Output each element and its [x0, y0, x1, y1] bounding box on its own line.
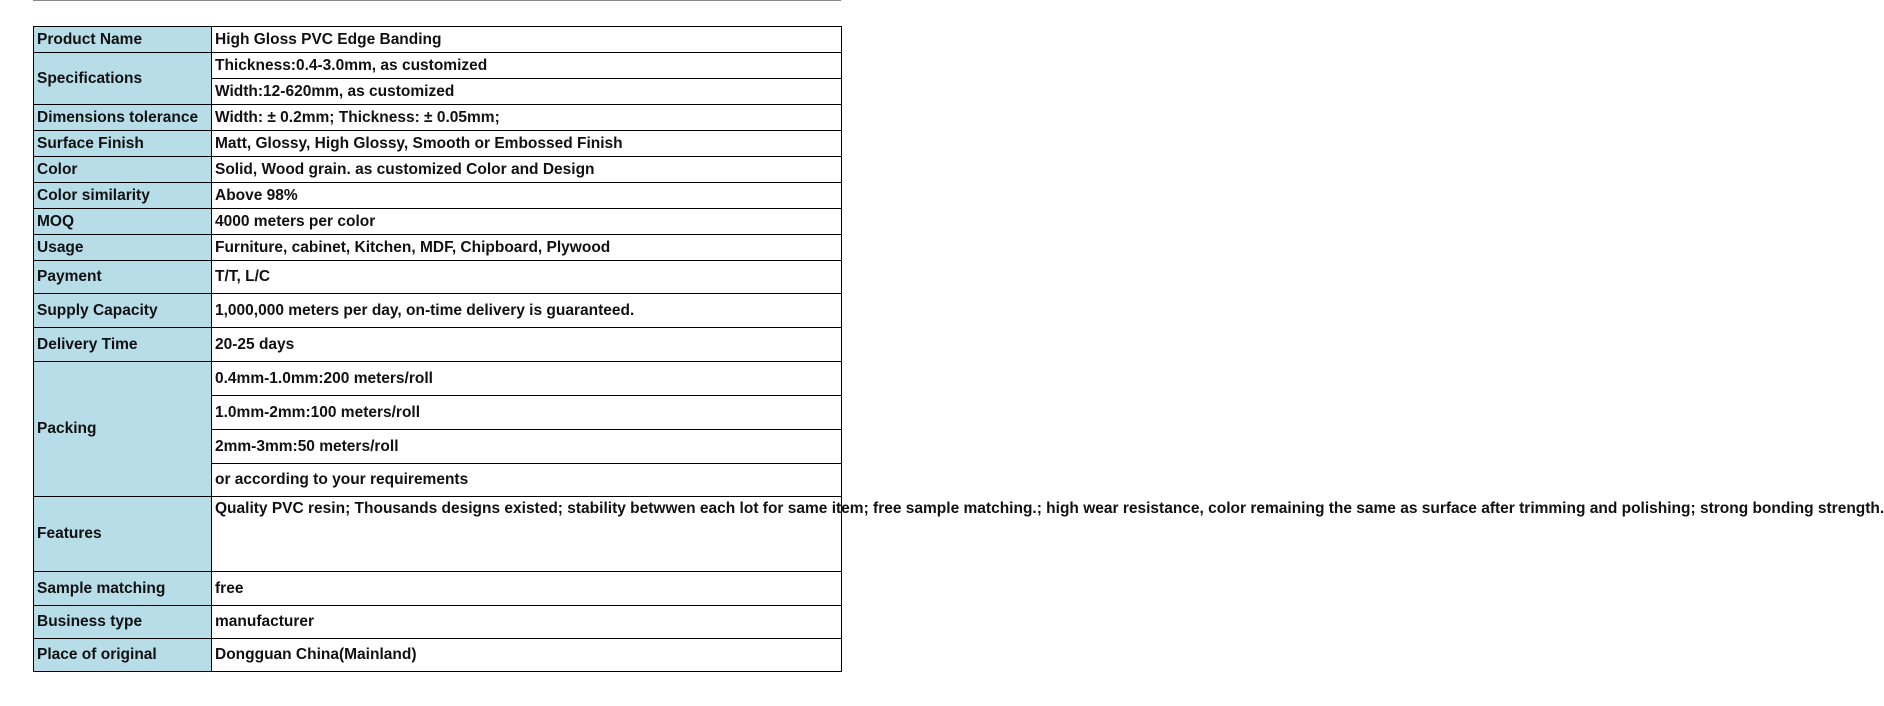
row-value-moq: 4000 meters per color [212, 209, 842, 235]
table-row [34, 362, 842, 396]
table-row [34, 328, 842, 362]
spec-table [33, 26, 1884, 672]
row-value-width: Width:12-620mm, as customized [212, 79, 842, 105]
top-rule [33, 0, 841, 1]
table-row [34, 294, 842, 328]
table-row [34, 572, 842, 606]
row-value-place-of-original: Dongguan China(Mainland) [212, 639, 842, 672]
row-label-product-name: Product Name [34, 27, 212, 53]
row-value-sample-matching: free [212, 572, 842, 606]
table-row [34, 209, 842, 235]
row-label-business-type: Business type [34, 606, 212, 639]
row-value-packing-3: 2mm-3mm:50 meters/roll [212, 430, 842, 464]
row-value-usage: Furniture, cabinet, Kitchen, MDF, Chipboard, Plywood [212, 235, 842, 261]
row-label-features: Features [34, 497, 212, 572]
table-row [34, 639, 842, 672]
table-row [34, 183, 842, 209]
row-label-color-similarity: Color similarity [34, 183, 212, 209]
row-label-dimensions-tolerance: Dimensions tolerance [34, 105, 212, 131]
row-value-color-similarity: Above 98% [212, 183, 842, 209]
table-row [34, 53, 842, 79]
row-label-surface-finish: Surface Finish [34, 131, 212, 157]
table-row [34, 261, 842, 294]
row-value-features: Quality PVC resin; Thousands designs existed; stability betwwen each lot for same item; free sample matching.; high wear resistance, color remaining the same as surface after trimming and polishing; strong bonding strength. [212, 497, 842, 572]
row-label-color: Color [34, 157, 212, 183]
row-label-specifications: Specifications [34, 53, 212, 105]
table-row [34, 235, 842, 261]
row-label-moq: MOQ [34, 209, 212, 235]
table-row [34, 27, 842, 53]
row-value-packing-1: 0.4mm-1.0mm:200 meters/roll [212, 362, 842, 396]
row-value-business-type: manufacturer [212, 606, 842, 639]
row-value-product-name: High Gloss PVC Edge Banding [212, 27, 842, 53]
row-label-place-of-original: Place of original [34, 639, 212, 672]
row-label-sample-matching: Sample matching [34, 572, 212, 606]
row-label-payment: Payment [34, 261, 212, 294]
row-value-delivery-time: 20-25 days [212, 328, 842, 362]
table-row [34, 131, 842, 157]
table-row [34, 606, 842, 639]
row-value-packing-2: 1.0mm-2mm:100 meters/roll [212, 396, 842, 430]
row-label-usage: Usage [34, 235, 212, 261]
table-row [34, 157, 842, 183]
table-row [34, 105, 842, 131]
row-label-delivery-time: Delivery Time [34, 328, 212, 362]
table-row [34, 497, 842, 572]
row-value-packing-4: or according to your requirements [212, 464, 842, 497]
row-label-supply-capacity: Supply Capacity [34, 294, 212, 328]
row-value-dimensions-tolerance: Width: ± 0.2mm; Thickness: ± 0.05mm; [212, 105, 842, 131]
row-value-surface-finish: Matt, Glossy, High Glossy, Smooth or Embossed Finish [212, 131, 842, 157]
row-value-supply-capacity: 1,000,000 meters per day, on-time delivery is guaranteed. [212, 294, 842, 328]
row-value-thickness: Thickness:0.4-3.0mm, as customized [212, 53, 842, 79]
row-value-color: Solid, Wood grain. as customized Color and Design [212, 157, 842, 183]
row-value-payment: T/T, L/C [212, 261, 842, 294]
row-label-packing: Packing [34, 362, 212, 497]
